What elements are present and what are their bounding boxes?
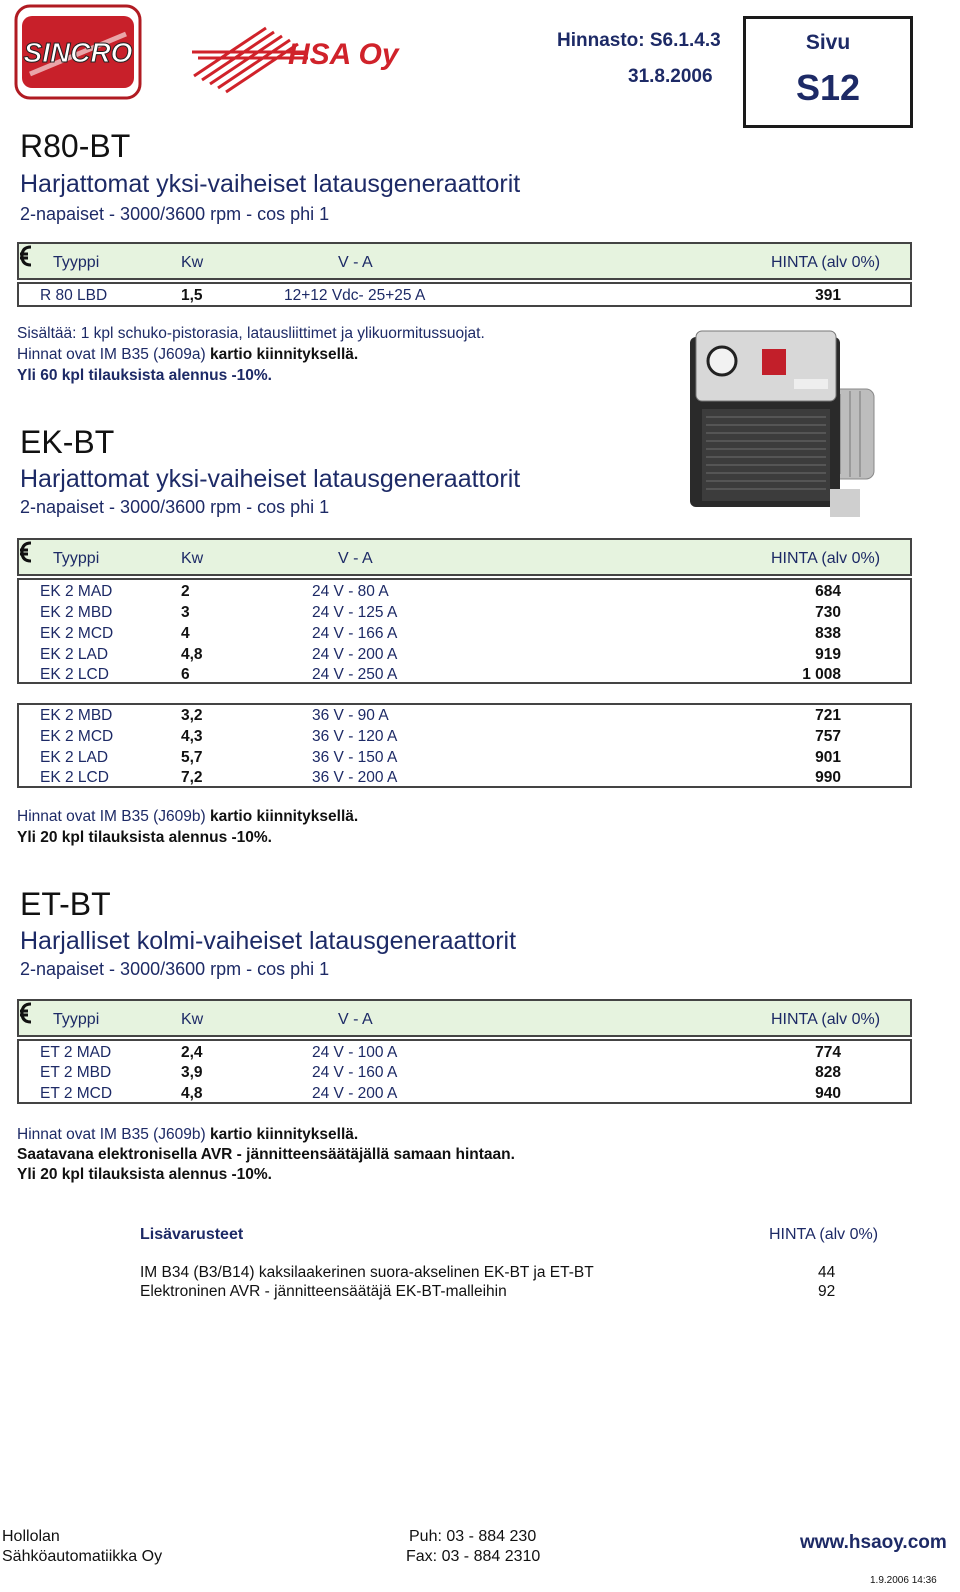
price-list-id: Hinnasto: S6.1.4.3 (557, 30, 721, 51)
note-text: Hinnat ovat IM B35 (J609a) (17, 346, 206, 363)
et-note-mount (17, 1126, 358, 1144)
footer-company-1: Hollolan (2, 1528, 60, 1545)
note-bold: kartio kiinnityksellä. (210, 1126, 359, 1143)
cell-price: 901 (815, 749, 841, 766)
cell-price: 391 (815, 287, 841, 304)
table-row (19, 728, 910, 749)
ek-24v-table-body (17, 578, 912, 684)
accessories-heading: Lisävarusteet (140, 1226, 244, 1243)
col-kw: Kw (181, 1011, 204, 1028)
et-note-discount: Yli 20 kpl tilauksista alennus -10%. (17, 1166, 272, 1183)
et-title: Harjalliset kolmi-vaiheiset latausgeneraattorit (20, 927, 517, 955)
table-row (19, 1044, 910, 1065)
ek-subtitle: 2-napaiset - 3000/3600 rpm - cos phi 1 (20, 497, 330, 517)
footer-phone: Puh: 03 - 884 230 (409, 1528, 537, 1545)
r80-note-discount: Yli 60 kpl tilauksista alennus -10%. (17, 367, 272, 384)
table-row (19, 646, 910, 667)
et-subtitle: 2-napaiset - 3000/3600 rpm - cos phi 1 (20, 959, 330, 979)
cell-kw: 6 (181, 666, 190, 683)
cell-va: 36 V - 90 A (312, 707, 389, 724)
page-number: S12 (795, 67, 861, 108)
cell-price: 757 (815, 728, 841, 745)
accessory-name: Elektroninen AVR - jännitteensäätäjä EK-BT-malleihin (140, 1283, 507, 1300)
col-type: Tyyppi (53, 550, 100, 567)
et-note-avr: Saatavana elektronisella AVR - jännitteensäätäjällä samaan hintaan. (17, 1146, 515, 1163)
table-row (19, 625, 910, 646)
cell-va: 24 V - 160 A (312, 1064, 398, 1081)
cell-price: 684 (815, 583, 841, 600)
ek-36v-table-body (17, 703, 912, 788)
col-va: V - A (338, 1011, 373, 1028)
table-row (19, 604, 910, 625)
euro-icon (19, 244, 33, 268)
note-bold: kartio kiinnityksellä. (210, 346, 359, 363)
et-table-header (17, 999, 912, 1037)
r80-code: R80-BT (20, 128, 131, 164)
cell-kw: 2,4 (181, 1044, 203, 1061)
cell-va: 24 V - 100 A (312, 1044, 398, 1061)
cell-va: 24 V - 200 A (312, 646, 398, 663)
cell-type: EK 2 MAD (40, 583, 113, 600)
cell-price: 919 (815, 646, 841, 663)
r80-table-header (17, 242, 912, 280)
cell-va: 36 V - 200 A (312, 769, 398, 786)
cell-price: 774 (815, 1044, 841, 1061)
cell-kw: 4 (181, 625, 190, 642)
col-va: V - A (338, 254, 373, 271)
col-type: Tyyppi (53, 254, 100, 271)
cell-price: 828 (815, 1064, 841, 1081)
cell-kw: 2 (181, 583, 190, 600)
cell-type: EK 2 LCD (40, 769, 109, 786)
cell-kw: 7,2 (181, 769, 203, 786)
cell-kw: 3,2 (181, 707, 203, 724)
table-row (19, 1085, 910, 1106)
col-kw: Kw (181, 254, 204, 271)
cell-kw: 4,3 (181, 728, 203, 745)
ek-table-header (17, 538, 912, 576)
cell-price: 730 (815, 604, 841, 621)
cell-va: 36 V - 150 A (312, 749, 398, 766)
r80-note-contents: Sisältää: 1 kpl schuko-pistorasia, latausliittimet ja ylikuormitussuojat. (17, 325, 485, 342)
footer-fax: Fax: 03 - 884 2310 (406, 1548, 541, 1565)
col-price: HINTA (alv 0%) (771, 1011, 881, 1028)
cell-va: 24 V - 125 A (312, 604, 398, 621)
cell-kw: 1,5 (181, 287, 203, 304)
note-text: Hinnat ovat IM B35 (J609b) (17, 808, 206, 825)
cell-price: 990 (815, 769, 841, 786)
cell-type: EK 2 LCD (40, 666, 109, 683)
svg-text:SINCRO: SINCRO (23, 37, 133, 68)
cell-va: 24 V - 166 A (312, 625, 398, 642)
table-row (19, 666, 910, 687)
cell-kw: 4,8 (181, 646, 203, 663)
col-price: HINTA (alv 0%) (771, 254, 881, 271)
cell-type: ET 2 MCD (40, 1085, 113, 1102)
cell-kw: 3 (181, 604, 190, 621)
ek-title: Harjattomat yksi-vaiheiset latausgeneraattorit (20, 465, 521, 493)
cell-type: EK 2 MCD (40, 625, 114, 642)
col-type: Tyyppi (53, 1011, 100, 1028)
page-label: Sivu (805, 31, 851, 54)
et-code: ET-BT (20, 886, 111, 922)
col-va: V - A (338, 550, 373, 567)
cell-type: EK 2 LAD (40, 646, 109, 663)
note-bold: kartio kiinnityksellä. (210, 808, 359, 825)
table-row (19, 769, 910, 790)
sincro-logo (14, 4, 142, 100)
cell-va: 24 V - 80 A (312, 583, 389, 600)
cell-kw: 5,7 (181, 749, 203, 766)
cell-va: 24 V - 200 A (312, 1085, 398, 1102)
table-row (19, 287, 910, 308)
cell-type: ET 2 MAD (40, 1044, 112, 1061)
accessory-name: IM B34 (B3/B14) kaksilaakerinen suora-akselinen EK-BT ja ET-BT (140, 1264, 594, 1281)
cell-type: EK 2 MBD (40, 604, 113, 621)
table-row (19, 707, 910, 728)
svg-text:HSA Oy: HSA Oy (288, 38, 399, 71)
cell-kw: 3,9 (181, 1064, 203, 1081)
cell-va: 12+12 Vdc- 25+25 A (284, 287, 426, 304)
cell-price: 838 (815, 625, 841, 642)
table-row (19, 749, 910, 770)
ek-note-discount: Yli 20 kpl tilauksista alennus -10%. (17, 829, 272, 846)
price-list-date: 31.8.2006 (628, 66, 713, 87)
cell-va: 24 V - 250 A (312, 666, 398, 683)
euro-icon (19, 1001, 33, 1025)
col-kw: Kw (181, 550, 204, 567)
cell-type: R 80 LBD (40, 287, 108, 304)
euro-icon (19, 540, 33, 564)
cell-price: 940 (815, 1085, 841, 1102)
note-text: Hinnat ovat IM B35 (J609b) (17, 1126, 206, 1143)
r80-title: Harjattomat yksi-vaiheiset latausgeneraattorit (20, 170, 521, 198)
cell-type: ET 2 MBD (40, 1064, 112, 1081)
cell-type: EK 2 MCD (40, 728, 114, 745)
footer-print-date: 1.9.2006 14:36 (870, 1575, 937, 1586)
table-row (19, 1064, 910, 1085)
footer-company-2: Sähköautomatiikka Oy (2, 1548, 163, 1565)
r80-note-mount (17, 346, 358, 364)
accessory-price: 92 (818, 1283, 836, 1300)
cell-kw: 4,8 (181, 1085, 203, 1102)
ek-note-mount (17, 808, 358, 826)
r80-table-body (17, 282, 912, 307)
accessory-price: 44 (818, 1264, 836, 1281)
table-row (19, 583, 910, 604)
cell-type: EK 2 MBD (40, 707, 113, 724)
accessories-price-heading: HINTA (alv 0%) (769, 1226, 879, 1243)
ek-code: EK-BT (20, 424, 115, 460)
page-box (743, 16, 913, 128)
generator-image (670, 319, 878, 522)
et-table-body (17, 1039, 912, 1104)
cell-price: 721 (815, 707, 841, 724)
footer-website[interactable]: www.hsaoy.com (800, 1532, 947, 1553)
cell-va: 36 V - 120 A (312, 728, 398, 745)
col-price: HINTA (alv 0%) (771, 550, 881, 567)
cell-price: 1 008 (802, 666, 841, 683)
hsa-oy-logo (188, 18, 420, 94)
cell-type: EK 2 LAD (40, 749, 109, 766)
r80-subtitle: 2-napaiset - 3000/3600 rpm - cos phi 1 (20, 204, 330, 224)
